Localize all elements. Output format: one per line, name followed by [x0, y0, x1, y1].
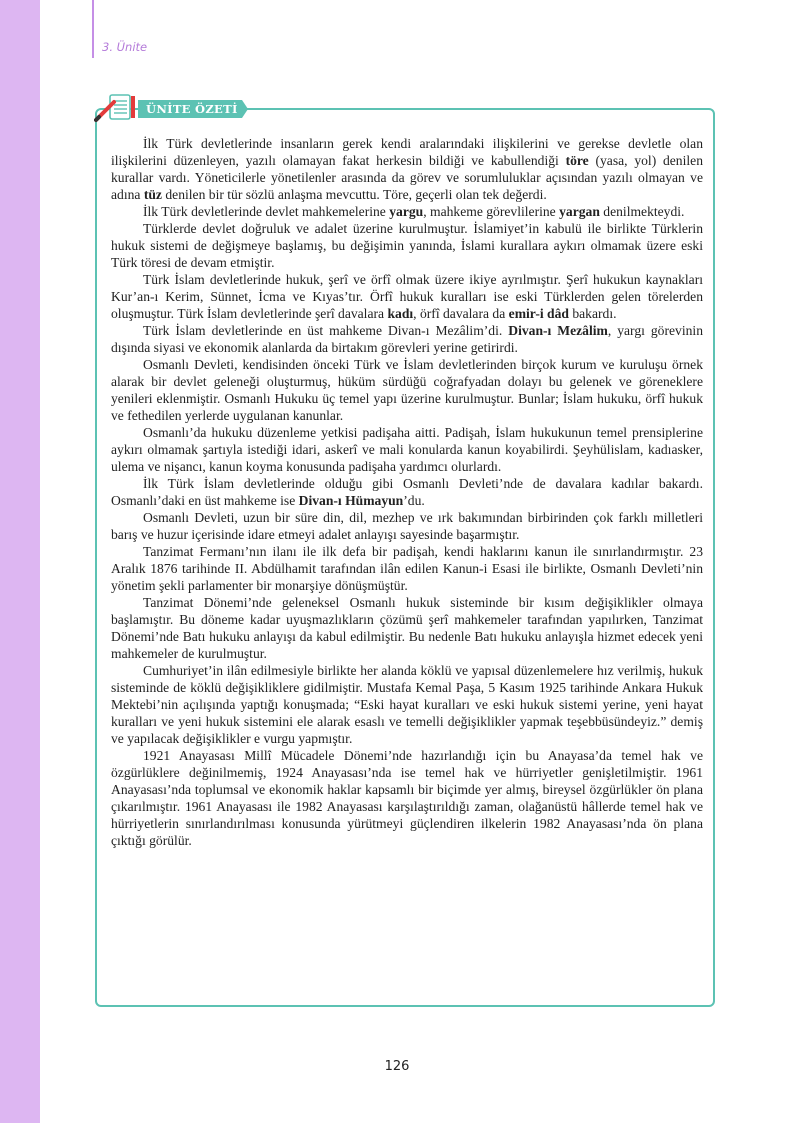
summary-paragraph — [111, 543, 703, 594]
paragraph-text: Tanzimat Dönemi’nde geleneksel Osmanlı hukuk sisteminde bir kısım değişiklikler olmaya başlamıştır. Bu döneme kadar uyuşmazlıkların çözümü şerî mahkemeler tarafından yapılırken, Tanzimat Dönemi’nde Batı hukuku anlayışı da kabul edilmiştir. Bu nedenle Batı hukuku anlayışla hizmet edecek yeni mahkemeler de kurulmuştur. — [111, 595, 703, 661]
paragraph-text: Türklerde devlet doğruluk ve adalet üzerine kurulmuştur. İslamiyet’in kabulü ile birlikte Türklerin hukuk sistemi de değişmeye başlamış, bu değişimin yanında, İslami kurallara aykırı olmamak üzere eski Türk töresi de devam etmiştir. — [111, 221, 703, 270]
summary-paragraph — [111, 322, 703, 356]
summary-paragraph — [111, 220, 703, 271]
paragraph-text: Osmanlı Devleti, kendisinden önceki Türk ve İslam devletlerinden birçok kurum ve kuruluşu örnek alarak bir devlet geleneği oluşturmuş, hüküm sürdüğü coğrafyadan dolayı bu gelenek ve göreneklere yenileri eklenmiştir. Osmanlı Hukuku üç temel yapı üzerine kurulmuştur. Bunlar; İslam hukuku, örfî hukuk ve fethedilen yerlerde uygulanan kanunlar. — [111, 357, 703, 423]
paragraph-text: Osmanlı’da hukuku düzenleme yetkisi padişaha aitti. Padişah, İslam hukukunun temel prensiplerine aykırı olmamak şartıyla istediği idari, askerî ve mali konularda kanun koyabilirdi. Şeyhülislam, kadıasker, ulema ve nişancı, kanun koyma konusunda padişaha yardımcı olurlardı. — [111, 425, 703, 474]
paragraph-text: ’du. — [403, 493, 425, 508]
paragraph-text: Tanzimat Fermanı’nın ilanı ile ilk defa bir padişah, kendi haklarını kanun ile sınırlandırmıştır. 23 Aralık 1876 tarihinde II. Abdülhamit tarafından ilân edilen Kanun-i Esasi ile birlikte, Osmanlı Devleti’nin yönetim şekli parlamenter bir monarşiye dönüşmüştür. — [111, 544, 703, 593]
summary-paragraph — [111, 203, 703, 220]
paragraph-text: İlk Türk devletlerinde insanların gerek kendi aralarındaki ilişkilerini ve gerekse devletle olan ilişkilerini düzenleyen, yazılı olamayan fakat herkesin bildiği ve kabullendiği — [111, 136, 703, 168]
paragraph-text: Cumhuriyet’in ilân edilmesiyle birlikte her alanda köklü ve yapısal düzenlemelere hız verilmiş, hukuk sisteminde de köklü değişikliklere gidilmiştir. Mustafa Kemal Paşa, 5 Kasım 1925 tarihinde Ankara Hukuk Mektebi’nin açılışında yaptığı konuşmada; “Eski hayat kuralları ve eski hukuk sistemi yerine, yeni hayat kuralları ve yeni hukuk sistemini ele alarak esaslı ve temelli değişiklikler yapmak teşebbüsündeyiz.” demiş ve yapılacak değişiklikler e vurgu yapmıştır. — [111, 663, 703, 746]
summary-text — [111, 135, 703, 849]
paragraph-text: bakardı. — [568, 306, 617, 321]
paragraph-text: 1921 Anayasası Millî Mücadele Dönemi’nde hazırlandığı için bu Anayasa’da temel hak ve özgürlüklere değinilmemiş, 1924 Anayasası’nda ise temel hak ve hürriyetler genişletilmiştir. 1961 Anayasası’nda toplumsal ve ekonomik haklar kapsamlı bir biçimde yer almış, bireysel özgürlükler ön plana çıkarılmıştır. 1961 Anayasası ile 1982 Anayasası karşılaştırıldığı zaman, olağanüstü hâllerde temel hak ve hürriyetlerin sınırlandırılması konusunda yürütmeyi güçlendiren ilkelerin 1982 Anayasası’nda ön plana çıktığı görülür. — [111, 748, 703, 848]
summary-paragraph — [111, 424, 703, 475]
page-number: 126 — [384, 1059, 410, 1074]
bold-term: yargu — [389, 204, 424, 219]
paragraph-text: (yasa, yol) denilen kurallar vardı. Yöneticilerle yönetilenler arasında da görev ve sorumluluklar açısından yazılı olmayan ve adına — [111, 153, 703, 202]
paragraph-text: Türk İslam devletlerinde en üst mahkeme Divan-ı Mezâlim’di. — [143, 323, 509, 338]
paragraph-text: denilmekteydi. — [599, 204, 685, 219]
bold-term: kadı — [387, 306, 414, 321]
side-color-strip — [0, 0, 40, 1123]
paragraph-text: , örfî davalara da — [413, 306, 509, 321]
paragraph-text: denilen bir tür sözlü anlaşma mevcuttu. Töre, geçerli olan tek değerdi. — [161, 187, 547, 202]
paragraph-text: , yargı görevinin dışında siyasi ve ekonomik alanlarda da birtakım görevleri yerine getirirdi. — [111, 323, 703, 355]
paragraph-text: İlk Türk İslam devletlerinde olduğu gibi Osmanlı Devleti’nde de davalara kadılar bakardı. Osmanlı’daki en üst mahkeme ise — [111, 476, 703, 508]
bold-term: emir-i dâd — [508, 306, 569, 321]
paragraph-text: İlk Türk devletlerinde devlet mahkemelerine — [143, 204, 390, 219]
bold-term: töre — [565, 153, 589, 168]
summary-paragraph — [111, 662, 703, 747]
bold-term: Divan-ı Mezâlim — [508, 323, 608, 338]
summary-paragraph — [111, 509, 703, 543]
paragraph-text: Türk İslam devletlerinde hukuk, şerî ve örfî olmak üzere ikiye ayrılmıştır. Şerî hukukun kaynakları Kur’an-ı Kerim, Sünnet, İcma ve Kıyas’tır. Örfî hukuk kuralları ise eski Türklerden gelen törelerden oluşmuştur. Türk İslam devletlerinde şerî davalara — [111, 272, 703, 321]
bold-term: tüz — [143, 187, 162, 202]
unit-label: 3. Ünite — [102, 40, 148, 54]
summary-title-tag: ÜNİTE ÖZETİ — [138, 100, 242, 118]
paragraph-text: Osmanlı Devleti, uzun bir süre din, dil, mezhep ve ırk bakımından birbirinden çok farklı milletleri barış ve huzur içerisinde idare etmeyi adalet anlayışı sayesinde başarmıştır. — [111, 510, 703, 542]
bold-term: yargan — [559, 204, 600, 219]
summary-paragraph — [111, 475, 703, 509]
tag-notch — [242, 100, 248, 118]
summary-paragraph — [111, 747, 703, 849]
header-rule — [92, 0, 94, 58]
summary-paragraph — [111, 356, 703, 424]
summary-paragraph — [111, 135, 703, 203]
summary-paragraph — [111, 271, 703, 322]
bold-term: Divan-ı Hümayun — [298, 493, 404, 508]
summary-paragraph — [111, 594, 703, 662]
notebook-pencil-icon — [94, 93, 138, 123]
paragraph-text: , mahkeme görevlilerine — [423, 204, 560, 219]
